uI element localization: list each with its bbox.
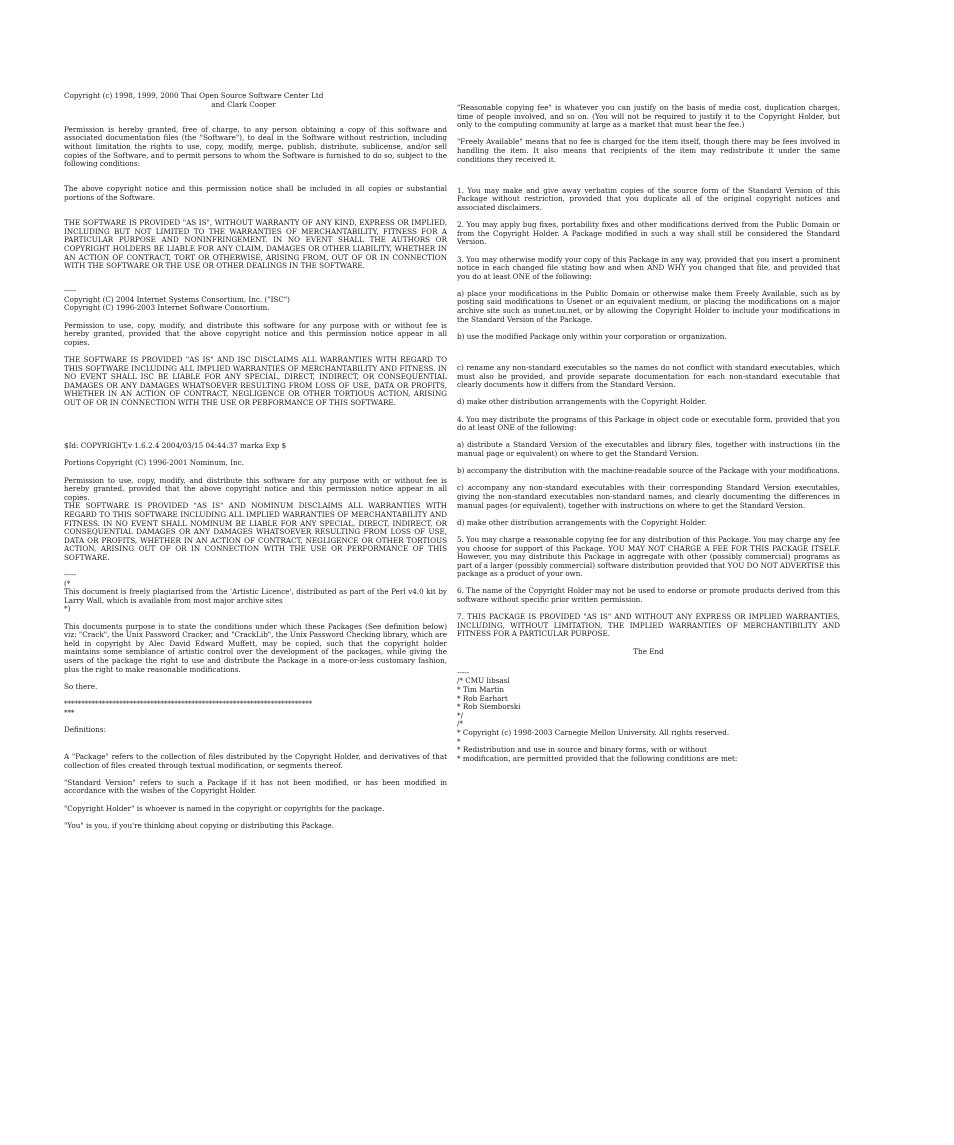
cvs-id-line: $Id: COPYRIGHT,v 1.6.2.4 2004/03/15 04:44:37 marka Exp $ bbox=[64, 441, 287, 451]
definitions-heading: Definitions: bbox=[64, 724, 106, 734]
clause-6: 6. The name of the Copyright Holder may not be used to endorse or promote products derived from this software without specific prior written permission. bbox=[457, 586, 840, 605]
license-document bbox=[64, 92, 840, 1102]
mit-notice-paragraph: The above copyright notice and this permission notice shall be included in all copies or substantial portions of the Software. bbox=[64, 184, 447, 202]
clause-4a: a) distribute a Standard Version of the executables and library files, together with instructions (in the manual page or equivalent) on where to get the Standard Version. bbox=[457, 440, 840, 458]
cmu-libsasl-header: ----- /* CMU libsasl * Tim Martin * Rob Earhart * Rob Siemborski */ /* bbox=[457, 667, 521, 729]
artistic-separator: ----- (* bbox=[64, 570, 77, 588]
left-column bbox=[64, 92, 447, 1102]
isc-permission-paragraph: Permission to use, copy, modify, and distribute this software for any purpose with or without fee is hereby granted, provided that the above copyright notice and this permission notice appear in all copies. bbox=[64, 320, 447, 347]
clause-4d: d) make other distribution arrangements with the Copyright Holder. bbox=[457, 517, 707, 527]
clause-3b: b) use the modified Package only within your corporation or organization. bbox=[457, 331, 727, 341]
clause-2: 2. You may apply bug fixes, portability fixes and other modifications derived from the Public Domain or from the Copyright Holder. A Package modified in such a way shall still be considered the Standard Version. bbox=[457, 220, 840, 247]
cmu-redistribution-paragraph: * Redistribution and use in source and binary forms, with or without * modification, are permitted provided that the following conditions are met: bbox=[457, 745, 738, 763]
isc-copyright-header: ----- Copyright (C) 2004 Internet Systems Consortium, Inc. ("ISC") Copyright (C) 1996-2003 Internet Software Consortium. bbox=[64, 286, 290, 313]
artistic-purpose-paragraph: This documents purpose is to state the conditions under which these Packages (See definition below) viz: "Crack", the Unix Password Cracker, and "CrackLib", the Unix Password Checking library, which are held in copyright by Alec David Edward Muffett, may be copied, such that the copyright holder maintains some semblance of artistic control over the development of the packages, while giving the users of the package the right to use and distribute the Package in a more-or-less customary fashion, plus the right to make reasonable modifications. bbox=[64, 621, 447, 674]
definition-copyright-holder: "Copyright Holder" is whoever is named in the copyright or copyrights for the package. bbox=[64, 803, 385, 813]
asterisk-separator: ************************************************************************ *** bbox=[64, 700, 312, 717]
definition-package: A "Package" refers to the collection of files distributed by the Copyright Holder, and derivatives of that collection of files created through textual modification, or segments thereof. bbox=[64, 751, 447, 770]
clause-3d: d) make other distribution arrangements with the Copyright Holder. bbox=[457, 397, 707, 407]
mit-warranty-paragraph: THE SOFTWARE IS PROVIDED "AS IS", WITHOUT WARRANTY OF ANY KIND, EXPRESS OR IMPLIED, INCLUDING BUT NOT LIMITED TO THE WARRANTIES OF MERCHANTABILITY, FITNESS FOR A PARTICULAR PURPOSE AND NONINFRINGEMENT. IN NO EVENT SHALL THE AUTHORS OR COPYRIGHT HOLDERS BE LIABLE FOR ANY CLAIM, DAMAGES OR OTHER LIABILITY, WHETHER IN AN ACTION OF CONTRACT, TORT OR OTHERWISE, ARISING FROM, OUT OF OR IN CONNECTION WITH THE SOFTWARE OR THE USE OR OTHER DEALINGS IN THE SOFTWARE. bbox=[64, 218, 447, 271]
artistic-comment-close: *) bbox=[64, 604, 71, 614]
nominum-warranty-paragraph: THE SOFTWARE IS PROVIDED "AS IS" AND NOMINUM DISCLAIMS ALL WARRANTIES WITH REGARD TO THIS SOFTWARE INCLUDING ALL IMPLIED WARRANTIES OF MERCHANTABILITY AND FITNESS. IN NO EVENT SHALL NOMINUM BE LIABLE FOR ANY SPECIAL, DIRECT, INDIRECT, OR CONSEQUENTIAL DAMAGES OR ANY DAMAGES WHATSOEVER RESULTING FROM LOSS OF USE, DATA OR PROFITS, WHETHER IN AN ACTION OF CONTRACT, NEGLIGENCE OR OTHER TORTIOUS ACTION, ARISING OUT OF OR IN CONNECTION WITH THE USE OR PERFORMANCE OF THIS SOFTWARE. bbox=[64, 501, 447, 562]
nominum-permission-paragraph: Permission to use, copy, modify, and distribute this software for any purpose with or without fee is hereby granted, provided that the above copyright notice and this permission notice appear in all copies. bbox=[64, 475, 447, 502]
clause-4b: b) accompany the distribution with the machine-readable source of the Package with your modifications. bbox=[457, 466, 840, 476]
clause-4c: c) accompany any non-standard executables with their corresponding Standard Version executables, giving the non-standard executables non-standard names, and clearly documenting the differences in manual pages (or equivalent), together with instructions on where to get the Standard Version. bbox=[457, 483, 840, 510]
definition-reasonable-fee: "Reasonable copying fee" is whatever you can justify on the basis of media cost, duplication charges, time of people involved, and so on. (You will not be required to justify it to the Copyright Holder, but only to the computing community at large as a market that must bear the fee.) bbox=[457, 103, 840, 130]
clause-3: 3. You may otherwise modify your copy of this Package in any way, provided that you insert a prominent notice in each changed file stating how and when AND WHY you changed that file, and provided that you do at least ONE of the following: bbox=[457, 254, 840, 281]
the-end-heading: The End bbox=[633, 646, 664, 656]
cmu-copyright-line: * Copyright (c) 1998-2003 Carnegie Mellon University. All rights reserved. bbox=[457, 727, 730, 737]
clause-1: 1. You may make and give away verbatim copies of the source form of the Standard Version of this Package without restriction, provided that you duplicate all of the original copyright notices and associated disclaimers. bbox=[457, 185, 840, 212]
nominum-copyright-line: Portions Copyright (C) 1996-2001 Nominum, Inc. bbox=[64, 458, 244, 468]
copyright-line-continued: and Clark Cooper bbox=[211, 99, 276, 109]
clause-3c: c) rename any non-standard executables so the names do not conflict with standard executables, which must also be provided, and provide separate documentation for each non-standard executable that clearly documents how it differs from the Standard Version. bbox=[457, 363, 840, 390]
definition-standard-version: "Standard Version" refers to such a Package if it has not been modified, or has been modified in accordance with the wishes of the Copyright Holder. bbox=[64, 777, 447, 796]
clause-7: 7. THIS PACKAGE IS PROVIDED "AS IS" AND WITHOUT ANY EXPRESS OR IMPLIED WARRANTIES, INCLUDING, WITHOUT LIMITATION, THE IMPLIED WARRANTIES OF MERCHANTIBILITY AND FITNESS FOR A PARTICULAR PURPOSE. bbox=[457, 612, 840, 639]
clause-4: 4. You may distribute the programs of this Package in object code or executable form, provided that you do at least ONE of the following: bbox=[457, 414, 840, 433]
mit-permission-paragraph: Permission is hereby granted, free of charge, to any person obtaining a copy of this software and associated documentation files (the "Software"), to deal in the Software without restriction, including without limitation the rights to use, copy, modify, merge, publish, distribute, sublicense, and/or sell copies of the Software, and to permit persons to whom the Software is furnished to do so, subject to the following conditions: bbox=[64, 124, 447, 169]
so-there-line: So there. bbox=[64, 681, 98, 691]
right-column bbox=[457, 92, 840, 1102]
copyright-line: Copyright (c) 1998, 1999, 2000 Thai Open Source Software Center Ltd bbox=[64, 91, 324, 100]
isc-warranty-paragraph: THE SOFTWARE IS PROVIDED "AS IS" AND ISC DISCLAIMS ALL WARRANTIES WITH REGARD TO THIS SOFTWARE INCLUDING ALL IMPLIED WARRANTIES OF MERCHANTABILITY AND FITNESS. IN NO EVENT SHALL ISC BE LIABLE FOR ANY SPECIAL, DIRECT, INDIRECT, OR CONSEQUENTIAL DAMAGES OR ANY DAMAGES WHATSOEVER RESULTING FROM LOSS OF USE, DATA OR PROFITS, WHETHER IN AN ACTION OF CONTRACT, NEGLIGENCE OR OTHER TORTIOUS ACTION, ARISING OUT OF OR IN CONNECTION WITH THE USE OR PERFORMANCE OF THIS SOFTWARE. bbox=[64, 355, 447, 407]
artistic-intro-paragraph: This document is freely plagiarised from the 'Artistic Licence', distributed as part of the Perl v4.0 kit by Larry Wall, which is available from most major archive sites bbox=[64, 587, 447, 605]
definition-you: "You" is you, if you're thinking about copying or distributing this Package. bbox=[64, 820, 335, 830]
definition-freely-available: "Freely Available" means that no fee is charged for the item itself, though there may be fees involved in handling the item. It also means that recipients of the item may redistribute it under the same conditions they received it. bbox=[457, 137, 840, 164]
cmu-comment-star: * bbox=[457, 736, 461, 746]
clause-5: 5. You may charge a reasonable copying fee for any distribution of this Package. You may charge any fee you choose for support of this Package. YOU MAY NOT CHARGE A FEE FOR THIS PACKAGE ITSELF. However, you may distribute this Package in aggregate with other (possibly commercial) programs as part of a larger (possibly commercial) software distribution provided that YOU DO NOT ADVERTISE this package as a product of your own. bbox=[457, 534, 840, 579]
clause-3a: a) place your modifications in the Public Domain or otherwise make them Freely Available, such as by posting said modifications to Usenet or an equivalent medium, or placing the modifications on a major archive site such as uunet.uu.net, or by allowing the Copyright Holder to include your modifications in the Standard Version of the Package. bbox=[457, 288, 840, 324]
